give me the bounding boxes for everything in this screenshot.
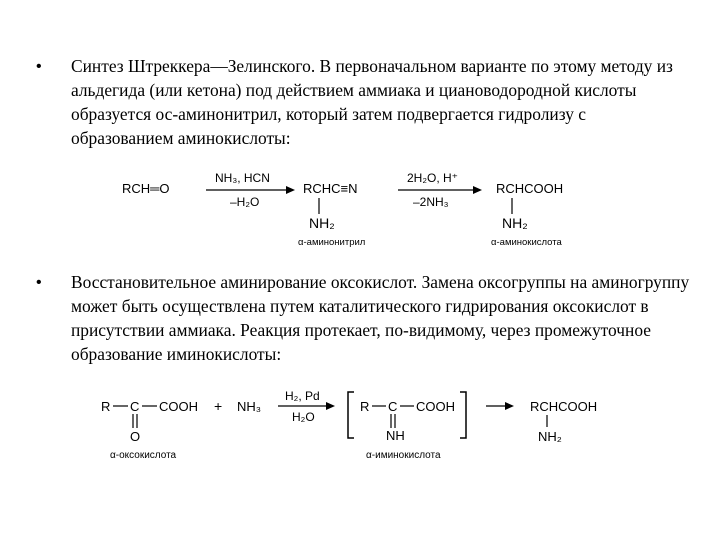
r-group: R [101, 399, 111, 414]
reaction-arrowhead-3 [326, 402, 335, 410]
label-amino-acid: α-аминокислота [491, 237, 562, 248]
reaction-scheme-amination [0, 388, 720, 468]
bracket-right [460, 392, 466, 438]
ammonia: NH₃ [237, 399, 262, 414]
reactant-aldehyde: RCH═O [122, 181, 170, 196]
reagent-top-2: 2H₂O, H⁺ [407, 171, 458, 185]
reaction-arrowhead-1 [286, 186, 295, 194]
reaction-scheme-strecker [0, 166, 720, 256]
imine-r-group: R [360, 399, 370, 414]
final-amino-acid: RCHCOOH [530, 399, 598, 414]
bullet-mark: • [36, 274, 42, 291]
reaction-arrowhead-4 [505, 402, 514, 410]
reaction-arrowhead-2 [473, 186, 482, 194]
amino-group-2: NH₂ [502, 215, 528, 231]
intermediate-aminonitrile: RCHC≡N [303, 181, 358, 196]
reagent-bottom-1: –H₂O [230, 195, 260, 209]
reagent-top-1: NH₃, HCN [215, 171, 270, 185]
final-amino-group: NH₂ [538, 429, 562, 444]
reagent-top-3: H₂, Pd [285, 389, 320, 403]
label-oxo-acid: α-оксокислота [110, 450, 177, 461]
reagent-bottom-3: H₂O [292, 410, 315, 424]
reagent-bottom-2: –2NH₃ [413, 195, 449, 209]
carboxyl-group: COOH [159, 399, 198, 414]
bullet-mark: • [36, 58, 42, 75]
product-amino-acid: RCHCOOH [496, 181, 564, 196]
label-imino-acid: α-иминокислота [366, 450, 441, 461]
paragraph-strecker-synthesis: Синтез Штреккера—Зелинского. В первоначальном варианте по этому методу из альдегида (или кетона) под действием аммиака и циановодородной кислоты образуется ос-аминонитрил, который затем подвергается гидролизу с образованием аминокислоты: [71, 56, 673, 148]
bracket-left [348, 392, 354, 438]
imine-carbon: C [388, 399, 398, 414]
paragraph-reductive-amination: Восстановительное аминирование оксокислот. Замена оксогруппы на аминогруппу может быть осуществлена путем каталитического гидрирования оксокислот в присутствии аммиака. Реакция протекает, по-видимому, через промежуточное образование иминокислоты: [71, 272, 690, 364]
carbonyl-oxygen: O [130, 429, 141, 444]
carbonyl-carbon: C [130, 399, 140, 414]
plus-sign: + [214, 398, 223, 414]
amino-group-1: NH₂ [309, 215, 335, 231]
imine-carboxyl-group: COOH [416, 399, 455, 414]
imino-group: NH [386, 428, 405, 443]
label-aminonitrile: α-аминонитрил [298, 237, 366, 248]
